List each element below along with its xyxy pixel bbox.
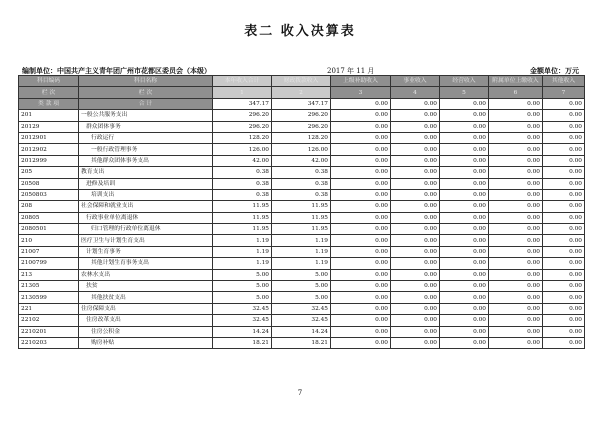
row-value: 0.00	[543, 269, 585, 280]
row-value: 0.00	[331, 189, 391, 200]
row-code: 20805	[19, 212, 79, 223]
row-code: 20129	[19, 121, 79, 132]
row-value: 0.00	[543, 121, 585, 132]
row-value: 11.95	[213, 212, 272, 223]
subheader-col-7: 7	[543, 87, 585, 98]
row-value: 0.00	[543, 155, 585, 166]
row-code: 22102	[19, 315, 79, 326]
row-value: 296.20	[213, 121, 272, 132]
subheader-col-1: 1	[213, 87, 272, 98]
total-value: 347.17	[272, 98, 331, 109]
row-value: 0.00	[440, 292, 489, 303]
row-value: 0.00	[391, 269, 440, 280]
row-value: 0.00	[440, 132, 489, 143]
row-value: 0.00	[489, 155, 543, 166]
row-value: 0.00	[543, 178, 585, 189]
row-value: 0.00	[331, 292, 391, 303]
row-value: 0.00	[489, 178, 543, 189]
row-code: 213	[19, 269, 79, 280]
row-value: 0.00	[543, 189, 585, 200]
row-value: 32.45	[213, 315, 272, 326]
row-name: 进修及培训	[79, 178, 213, 189]
total-value: 0.00	[391, 98, 440, 109]
row-value: 296.20	[272, 121, 331, 132]
row-value: 0.00	[543, 132, 585, 143]
table-row	[19, 281, 585, 292]
row-value: 0.00	[331, 201, 391, 212]
row-value: 0.00	[331, 246, 391, 257]
row-value: 0.00	[440, 281, 489, 292]
row-code: 2012902	[19, 144, 79, 155]
row-name: 其他计划生育事务支出	[79, 258, 213, 269]
row-value: 0.00	[331, 224, 391, 235]
row-value: 0.00	[440, 212, 489, 223]
row-value: 0.00	[489, 258, 543, 269]
row-code: 2012901	[19, 132, 79, 143]
row-value: 14.24	[213, 326, 272, 337]
row-value: 14.24	[272, 326, 331, 337]
row-value: 5.00	[272, 292, 331, 303]
row-value: 0.00	[543, 326, 585, 337]
row-value: 0.00	[440, 224, 489, 235]
row-value: 0.00	[331, 178, 391, 189]
row-value: 1.19	[213, 235, 272, 246]
page-title: 表二 收入决算表	[244, 24, 356, 39]
row-code: 205	[19, 167, 79, 178]
subheader-col-6: 6	[489, 87, 543, 98]
row-value: 0.00	[331, 337, 391, 348]
row-value: 0.00	[391, 155, 440, 166]
row-name: 其他群众团体事务支出	[79, 155, 213, 166]
row-value: 0.00	[440, 121, 489, 132]
row-value: 0.38	[272, 178, 331, 189]
row-value: 0.00	[440, 167, 489, 178]
row-code: 21305	[19, 281, 79, 292]
total-value: 347.17	[213, 98, 272, 109]
row-code: 2210203	[19, 337, 79, 348]
table-row	[19, 189, 585, 200]
table-row	[19, 337, 585, 348]
row-value: 0.00	[331, 326, 391, 337]
row-code: 2100799	[19, 258, 79, 269]
header-col-4: 事业收入	[391, 76, 440, 87]
header-name: 科目名称	[79, 76, 213, 87]
row-value: 0.00	[331, 269, 391, 280]
row-value: 0.00	[489, 246, 543, 257]
row-value: 0.00	[391, 224, 440, 235]
header-col-7: 其他收入	[543, 76, 585, 87]
row-name: 农林水支出	[79, 269, 213, 280]
row-value: 0.00	[543, 292, 585, 303]
row-value: 0.00	[543, 224, 585, 235]
row-value: 0.00	[440, 303, 489, 314]
row-value: 0.00	[331, 155, 391, 166]
row-value: 0.00	[391, 258, 440, 269]
row-value: 0.00	[391, 326, 440, 337]
row-code: 201	[19, 110, 79, 121]
row-value: 0.00	[543, 281, 585, 292]
row-code: 2130599	[19, 292, 79, 303]
table-row	[19, 315, 585, 326]
row-value: 0.00	[489, 326, 543, 337]
row-value: 0.00	[391, 281, 440, 292]
row-value: 0.00	[543, 110, 585, 121]
row-value: 0.00	[331, 167, 391, 178]
table-row	[19, 269, 585, 280]
row-value: 126.00	[272, 144, 331, 155]
row-value: 0.00	[440, 315, 489, 326]
subheader-col-5: 5	[440, 87, 489, 98]
row-value: 0.38	[272, 167, 331, 178]
header-code: 科目编码	[19, 76, 79, 87]
row-value: 0.00	[331, 258, 391, 269]
row-value: 11.95	[272, 212, 331, 223]
row-value: 32.45	[272, 303, 331, 314]
row-value: 11.95	[272, 224, 331, 235]
total-value: 0.00	[543, 98, 585, 109]
row-value: 0.00	[489, 132, 543, 143]
row-value: 0.00	[331, 121, 391, 132]
row-value: 0.00	[543, 235, 585, 246]
row-value: 0.00	[489, 292, 543, 303]
row-value: 0.00	[391, 167, 440, 178]
table-row	[19, 258, 585, 269]
row-value: 1.19	[213, 246, 272, 257]
row-value: 126.00	[213, 144, 272, 155]
row-value: 5.00	[272, 281, 331, 292]
table-row	[19, 224, 585, 235]
row-value: 11.95	[272, 201, 331, 212]
table-row	[19, 167, 585, 178]
table-row	[19, 246, 585, 257]
row-value: 0.00	[440, 110, 489, 121]
row-value: 0.00	[331, 132, 391, 143]
total-value: 0.00	[489, 98, 543, 109]
subheader-row	[19, 87, 585, 98]
header-col-5: 经营收入	[440, 76, 489, 87]
table-row	[19, 155, 585, 166]
row-value: 0.00	[489, 121, 543, 132]
row-value: 0.00	[489, 189, 543, 200]
row-value: 0.00	[331, 303, 391, 314]
row-code: 20508	[19, 178, 79, 189]
row-name: 住房改革支出	[79, 315, 213, 326]
table-row	[19, 110, 585, 121]
row-code: 2050803	[19, 189, 79, 200]
row-value: 0.00	[489, 167, 543, 178]
row-value: 128.20	[213, 132, 272, 143]
row-value: 0.00	[543, 337, 585, 348]
row-value: 0.00	[440, 155, 489, 166]
row-value: 0.00	[391, 303, 440, 314]
total-value: 0.00	[440, 98, 489, 109]
row-value: 0.00	[331, 110, 391, 121]
header-col-3: 上级补助收入	[331, 76, 391, 87]
row-name: 医疗卫生与计划生育支出	[79, 235, 213, 246]
row-name: 一般行政管理事务	[79, 144, 213, 155]
table-row	[19, 235, 585, 246]
row-value: 0.00	[543, 258, 585, 269]
row-value: 32.45	[272, 315, 331, 326]
row-value: 0.00	[331, 235, 391, 246]
table-row	[19, 292, 585, 303]
table-row	[19, 178, 585, 189]
row-value: 0.00	[489, 144, 543, 155]
table-row	[19, 212, 585, 223]
row-value: 0.00	[331, 144, 391, 155]
row-value: 0.00	[391, 189, 440, 200]
total-row	[19, 98, 585, 109]
row-value: 32.45	[213, 303, 272, 314]
row-value: 0.38	[213, 167, 272, 178]
row-value: 0.00	[440, 201, 489, 212]
subheader-col-3: 3	[331, 87, 391, 98]
row-value: 296.20	[213, 110, 272, 121]
row-value: 1.19	[213, 258, 272, 269]
row-value: 0.00	[489, 201, 543, 212]
row-value: 0.00	[331, 315, 391, 326]
row-value: 0.38	[272, 189, 331, 200]
row-value: 0.38	[213, 189, 272, 200]
row-value: 11.95	[213, 224, 272, 235]
row-value: 0.38	[213, 178, 272, 189]
row-name: 计划生育事务	[79, 246, 213, 257]
header-col-2: 财政拨款收入	[272, 76, 331, 87]
row-value: 0.00	[391, 246, 440, 257]
row-name: 归口管理的行政单位离退休	[79, 224, 213, 235]
table-row	[19, 132, 585, 143]
org-label: 编制单位：中国共产主义青年团广州市花都区委员会（本级）	[22, 66, 211, 75]
row-code: 208	[19, 201, 79, 212]
row-value: 0.00	[440, 326, 489, 337]
row-code: 2210201	[19, 326, 79, 337]
row-value: 5.00	[213, 292, 272, 303]
row-value: 18.21	[272, 337, 331, 348]
row-value: 1.19	[272, 246, 331, 257]
row-value: 5.00	[213, 269, 272, 280]
row-value: 0.00	[391, 201, 440, 212]
row-value: 128.20	[272, 132, 331, 143]
row-name: 教育支出	[79, 167, 213, 178]
row-value: 0.00	[489, 315, 543, 326]
unit-label: 金额单位：万元	[530, 66, 579, 75]
row-value: 0.00	[543, 144, 585, 155]
row-value: 0.00	[489, 212, 543, 223]
row-value: 0.00	[543, 303, 585, 314]
row-value: 11.95	[213, 201, 272, 212]
row-name: 购房补贴	[79, 337, 213, 348]
header-col-6: 附属单位上缴收入	[489, 76, 543, 87]
row-value: 0.00	[331, 212, 391, 223]
table-row	[19, 303, 585, 314]
period-label: 2017 年 11 月	[327, 67, 375, 75]
page-number: 7	[297, 389, 303, 397]
row-value: 0.00	[489, 281, 543, 292]
row-value: 5.00	[272, 269, 331, 280]
row-name: 培训支出	[79, 189, 213, 200]
total-code: 类 款 项	[19, 98, 79, 109]
row-name: 行政运行	[79, 132, 213, 143]
row-value: 0.00	[331, 281, 391, 292]
row-value: 0.00	[440, 144, 489, 155]
row-value: 0.00	[489, 337, 543, 348]
row-value: 0.00	[391, 178, 440, 189]
row-name: 住房保障支出	[79, 303, 213, 314]
table-row	[19, 201, 585, 212]
row-code: 2080501	[19, 224, 79, 235]
row-value: 0.00	[440, 189, 489, 200]
row-value: 0.00	[391, 110, 440, 121]
row-value: 0.00	[489, 235, 543, 246]
row-value: 0.00	[440, 258, 489, 269]
row-value: 0.00	[543, 201, 585, 212]
row-value: 0.00	[440, 246, 489, 257]
row-value: 0.00	[489, 269, 543, 280]
row-value: 0.00	[489, 303, 543, 314]
row-value: 0.00	[440, 269, 489, 280]
row-value: 0.00	[391, 144, 440, 155]
row-value: 42.00	[213, 155, 272, 166]
row-code: 221	[19, 303, 79, 314]
row-value: 5.00	[213, 281, 272, 292]
row-value: 0.00	[543, 246, 585, 257]
row-name: 一般公共服务支出	[79, 110, 213, 121]
subheader-col-2: 2	[272, 87, 331, 98]
row-value: 0.00	[489, 224, 543, 235]
row-value: 0.00	[440, 178, 489, 189]
row-value: 42.00	[272, 155, 331, 166]
row-value: 0.00	[543, 315, 585, 326]
row-name: 群众团体事务	[79, 121, 213, 132]
income-table	[18, 75, 585, 349]
row-value: 0.00	[440, 235, 489, 246]
row-value: 0.00	[543, 212, 585, 223]
row-value: 0.00	[391, 212, 440, 223]
header-col-1: 本年收入合计	[213, 76, 272, 87]
row-value: 0.00	[391, 315, 440, 326]
row-value: 0.00	[391, 235, 440, 246]
row-value: 0.00	[489, 110, 543, 121]
row-name: 其他扶贫支出	[79, 292, 213, 303]
table-row	[19, 144, 585, 155]
row-value: 296.20	[272, 110, 331, 121]
row-name: 住房公积金	[79, 326, 213, 337]
row-value: 18.21	[213, 337, 272, 348]
total-name: 合 计	[79, 98, 213, 109]
row-value: 0.00	[391, 292, 440, 303]
row-value: 0.00	[391, 337, 440, 348]
row-value: 0.00	[440, 337, 489, 348]
subheader-col-4: 4	[391, 87, 440, 98]
row-value: 1.19	[272, 258, 331, 269]
subheader-code: 栏 次	[19, 87, 79, 98]
row-name: 社会保障和就业支出	[79, 201, 213, 212]
row-value: 1.19	[272, 235, 331, 246]
row-code: 210	[19, 235, 79, 246]
row-value: 0.00	[391, 121, 440, 132]
table-row	[19, 326, 585, 337]
row-name: 扶贫	[79, 281, 213, 292]
header-row	[19, 76, 585, 87]
row-value: 0.00	[543, 167, 585, 178]
row-code: 21007	[19, 246, 79, 257]
row-code: 2012999	[19, 155, 79, 166]
subheader-name: 栏 次	[79, 87, 213, 98]
table-row	[19, 121, 585, 132]
total-value: 0.00	[331, 98, 391, 109]
row-name: 行政事业单位离退休	[79, 212, 213, 223]
row-value: 0.00	[391, 132, 440, 143]
